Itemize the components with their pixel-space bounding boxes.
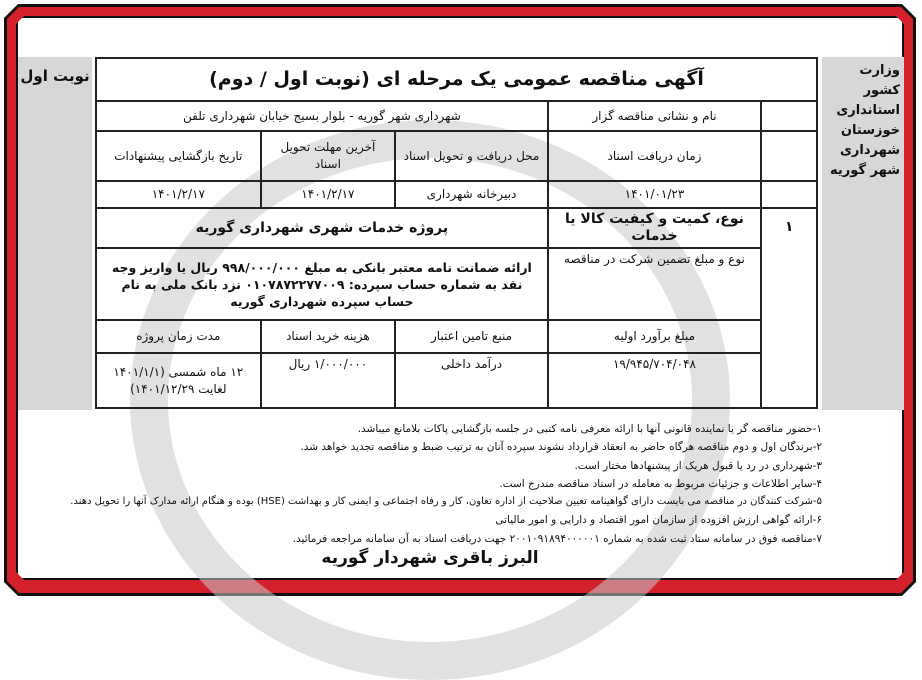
issuer-line: خوزستان bbox=[840, 123, 900, 138]
row-number: ۱ bbox=[761, 208, 817, 408]
funding-label: منبع تامین اعتبار bbox=[395, 320, 548, 353]
issuer-line: کشور bbox=[863, 83, 900, 98]
doc-cost-value: ۱/۰۰۰/۰۰۰ ریال bbox=[261, 353, 396, 408]
issuer-line: استانداری bbox=[836, 103, 900, 118]
issuer-line: شهرداری bbox=[840, 143, 900, 158]
condition-item: ۶-ارائه گواهی ارزش افزوده از سازمان امور اقتصاد و دارایی و امور مالیاتی bbox=[495, 514, 822, 527]
doc-time-value: ۱۴۰۱/۰۱/۲۳ bbox=[548, 181, 761, 208]
duration-value: ۱۲ ماه شمسی (۱۴۰۱/۱/۱ لغایت ۱۴۰۱/۱۲/۲۹) bbox=[96, 353, 261, 408]
signature: البرز باقری شهردار گوریه bbox=[321, 548, 539, 568]
opening-label: تاریخ بازگشایی پیشنهادات bbox=[96, 131, 261, 181]
funding-value: درآمد داخلی bbox=[395, 353, 548, 408]
condition-item: ۱-حضور مناقصه گر یا نماینده قانونی آنها با ارائه معرفی نامه کتبی در جلسه بازگشایی پاکات بلامانع میباشد. bbox=[357, 423, 822, 435]
doc-place-value: دبیرخانه شهرداری bbox=[395, 181, 548, 208]
condition-item: ۵-شرکت کنندگان در مناقصه می بایست دارای گواهینامه تعیین صلاحیت از اداره تعاون، کار و رفاه اجتماعی و ایمنی کار و بهداشت (HSE) بوده و هنگام ارائه مدارک آنها را تحویل دهند. bbox=[70, 496, 822, 508]
organizer-value: شهرداری شهر گوریه - بلوار بسیج خیابان شهرداری تلفن bbox=[96, 101, 548, 131]
deadline-value: ۱۴۰۱/۲/۱۷ bbox=[261, 181, 396, 208]
guarantee-label: نوع و مبلغ تضمین شرکت در مناقصه bbox=[548, 248, 761, 320]
organizer-label: نام و نشانی مناقصه گزار bbox=[548, 101, 761, 131]
doc-place-label: محل دریافت و تحویل اسناد bbox=[395, 131, 548, 181]
round-label: نوبت اول bbox=[18, 57, 92, 410]
doc-cost-label: هزینه خرید اسناد bbox=[261, 320, 396, 353]
condition-item: ۴-سایر اطلاعات و جزئیات مربوط به معامله در اسناد مناقصه مندرج است. bbox=[499, 477, 822, 490]
condition-item: ۳-شهرداری در رد یا قبول هریک از پیشنهادها مختار است. bbox=[574, 459, 822, 472]
type-value: پروژه خدمات شهری شهرداری گوریه bbox=[96, 208, 548, 248]
conditions-list bbox=[22, 420, 822, 548]
opening-value: ۱۴۰۱/۲/۱۷ bbox=[96, 181, 261, 208]
deadline-label: آخرین مهلت تحویل اسناد bbox=[261, 131, 396, 181]
tender-table bbox=[95, 57, 818, 409]
type-label: نوع، کمیت و کیفیت کالا یا خدمات bbox=[548, 208, 761, 248]
page-title: آگهی مناقصه عمومی یک مرحله ای (نوبت اول / دوم) bbox=[96, 58, 817, 101]
condition-item: ۷-مناقصه فوق در سامانه ستاد ثبت شده به شماره ۲۰۰۱۰۹۱۸۹۴۰۰۰۰۰۱ جهت دریافت اسناد به آن سامانه مراجعه فرمائید. bbox=[292, 532, 822, 545]
estimate-label: مبلغ برآورد اولیه bbox=[548, 320, 761, 353]
issuer-sidebar bbox=[822, 57, 904, 410]
guarantee-value: ارائه ضمانت نامه معتبر بانکی به مبلغ ۹۹۸/۰۰۰/۰۰۰ ریال یا واریز وجه نقد به شماره حساب سپرده: ۰۱۰۷۸۷۲۲۷۷۰۰۹ نزد بانک ملی به نام حساب سپرده شهرداری گوریه bbox=[96, 248, 548, 320]
doc-time-label: زمان دریافت اسناد bbox=[548, 131, 761, 181]
condition-item: ۲-برندگان اول و دوم مناقصه هرگاه حاضر به انعقاد قرارداد نشوند سپرده آنان به ترتیب ضبط و مناقصه تجدید خواهد شد. bbox=[300, 441, 822, 454]
estimate-value: ۱۹/۹۴۵/۷۰۴/۰۴۸ bbox=[548, 353, 761, 408]
duration-label: مدت زمان پروژه bbox=[96, 320, 261, 353]
issuer-line: شهر گوریه bbox=[830, 163, 900, 178]
issuer-line: وزارت bbox=[859, 63, 900, 78]
